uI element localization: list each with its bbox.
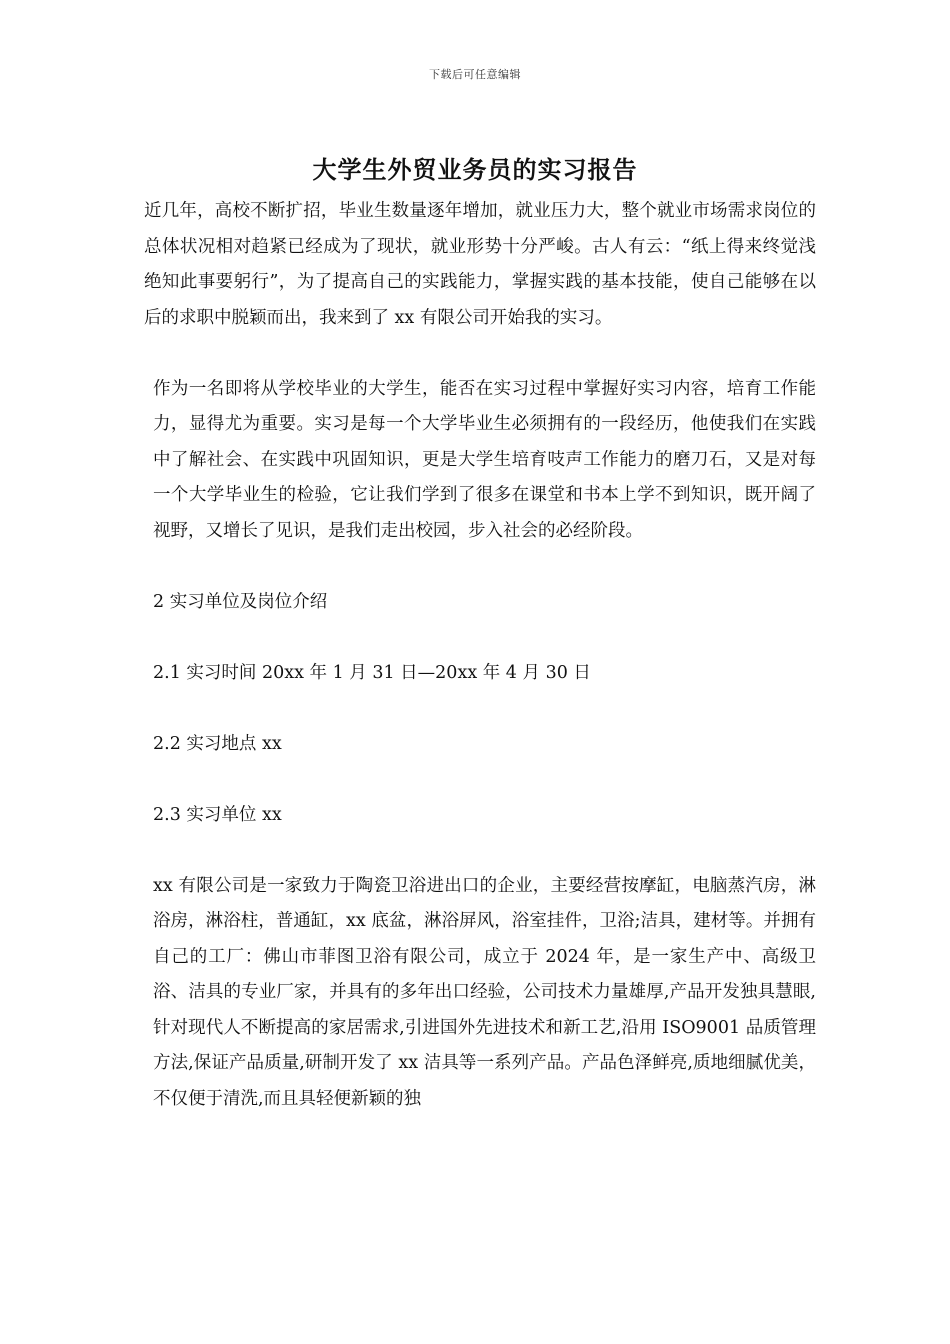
paragraph-spacer: [144, 620, 816, 656]
header-note: 下载后可任意编辑: [429, 68, 521, 81]
paragraph-importance: 作为一名即将从学校毕业的大学生，能否在实习过程中掌握好实习内容，培育工作能力，显得尤为重要。实习是每一个大学毕业生必须拥有的一段经历，他使我们在实践中了解社会、在实践中巩固知识，更是大学生培育吱声工作能力的磨刀石，又是对每一个大学毕业生的检验，它让我们学到了很多在课堂和书本上学不到知识，既开阔了视野，又增长了见识，是我们走出校园，步入社会的必经阶段。: [153, 378, 816, 541]
paragraph-company-description: xx 有限公司是一家致力于陶瓷卫浴进出口的企业，主要经营按摩缸，电脑蒸汽房，淋浴房，淋浴柱，普通缸，xx 底盆，淋浴屏风，浴室挂件，卫浴;洁具，建材等。并拥有自己的工厂：佛山市菲图卫浴有限公司，成立于 2024 年，是一家生产中、高级卫浴、洁具的专业厂家，并具有的多年出口经验，公司技术力量雄厚,产品开发独具慧眼,针对现代人不断提高的家居需求,引进国外先进技术和新工艺,沿用 ISO9001 品质管理方法,保证产品质量,研制开发了 xx 洁具等一系列产品。产品色泽鲜亮,质地细腻优美，不仅便于清洗,而且具轻便新颖的独: [153, 875, 816, 1109]
paragraph-spacer: [144, 336, 816, 372]
section-internship-time: 2.1 实习时间 20xx 年 1 月 31 日—20xx 年 4 月 30 日: [153, 662, 591, 683]
section-internship-location: 2.2 实习地点 xx: [153, 733, 282, 754]
paragraph-spacer: [144, 762, 816, 798]
document-title: 大学生外贸业务员的实习报告: [312, 155, 638, 184]
paragraph-spacer: [144, 833, 816, 869]
paragraph-spacer: [144, 691, 816, 727]
paragraph-spacer: [144, 549, 816, 585]
section-internship-unit: 2.3 实习单位 xx: [153, 804, 282, 825]
paragraph-intro: 近几年，高校不断扩招，毕业生数量逐年增加，就业压力大，整个就业市场需求岗位的总体状况相对趋紧已经成为了现状，就业形势十分严峻。古人有云：“纸上得来终觉浅绝知此事要躬行”，为了提高自己的实践能力，掌握实践的基本技能，使自己能够在以后的求职中脱颖而出，我来到了 xx 有限公司开始我的实习。: [144, 201, 816, 328]
document-body: [144, 194, 816, 1117]
section-heading-unit-intro: 2 实习单位及岗位介绍: [153, 591, 328, 612]
